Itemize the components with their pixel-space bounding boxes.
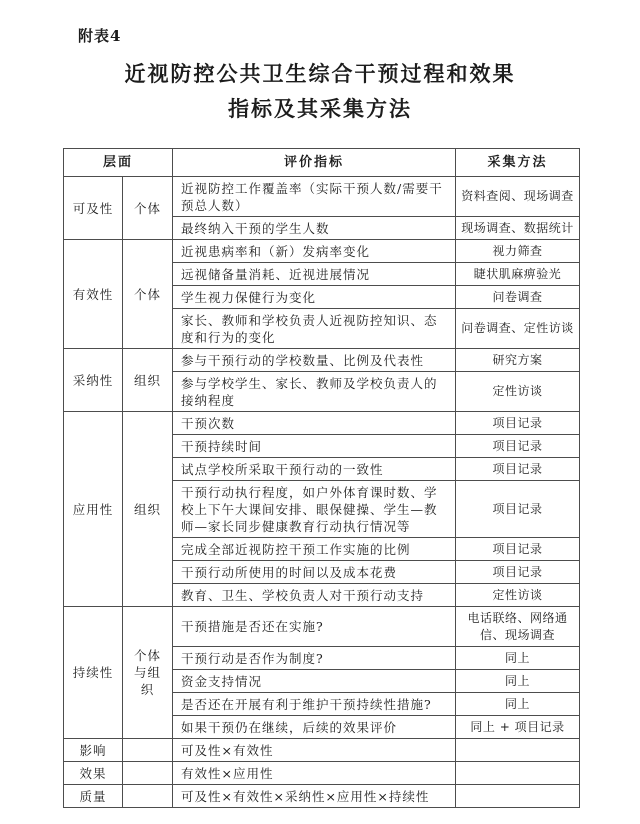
method-cell: 同上 + 项目记录 xyxy=(456,716,580,739)
sublevel-cell: 个体 xyxy=(123,177,173,240)
method-cell: 定性访谈 xyxy=(456,372,580,412)
indicator-cell: 试点学校所采取干预行动的一致性 xyxy=(173,458,456,481)
method-cell: 同上 xyxy=(456,647,580,670)
method-cell: 定性访谈 xyxy=(456,584,580,607)
sublevel-cell xyxy=(123,785,173,808)
table-header-row xyxy=(64,149,580,177)
method-cell: 资料查阅、现场调查 xyxy=(456,177,580,217)
method-cell: 项目记录 xyxy=(456,412,580,435)
level-cell: 持续性 xyxy=(64,607,123,739)
method-cell xyxy=(456,762,580,785)
indicator-cell: 完成全部近视防控干预工作实施的比例 xyxy=(173,538,456,561)
indicator-cell: 有效性×应用性 xyxy=(173,762,456,785)
sublevel-cell: 组织 xyxy=(123,412,173,607)
indicator-cell: 家长、教师和学校负责人近视防控知识、态度和行为的变化 xyxy=(173,309,456,349)
level-cell: 质量 xyxy=(64,785,123,808)
method-cell: 项目记录 xyxy=(456,458,580,481)
level-cell: 效果 xyxy=(64,762,123,785)
indicator-cell: 远视储备量消耗、近视进展情况 xyxy=(173,263,456,286)
method-cell xyxy=(456,785,580,808)
indicator-cell: 干预次数 xyxy=(173,412,456,435)
indicator-cell: 最终纳入干预的学生人数 xyxy=(173,217,456,240)
method-cell: 同上 xyxy=(456,670,580,693)
table-row xyxy=(64,240,580,263)
method-cell: 电话联络、网络通信、现场调查 xyxy=(456,607,580,647)
indicator-cell: 资金支持情况 xyxy=(173,670,456,693)
page-title-line-2: 指标及其采集方法 xyxy=(228,96,412,121)
sublevel-cell xyxy=(123,762,173,785)
table-row xyxy=(64,762,580,785)
method-cell: 问卷调查、定性访谈 xyxy=(456,309,580,349)
method-cell: 项目记录 xyxy=(456,435,580,458)
method-cell: 视力筛查 xyxy=(456,240,580,263)
table-row xyxy=(64,177,580,217)
method-cell: 同上 xyxy=(456,693,580,716)
level-cell: 应用性 xyxy=(64,412,123,607)
indicator-table xyxy=(63,148,580,808)
indicator-cell: 近视患病率和（新）发病率变化 xyxy=(173,240,456,263)
method-cell: 现场调查、数据统计 xyxy=(456,217,580,240)
appendix-label: 附表4 xyxy=(78,27,122,45)
indicator-cell: 干预持续时间 xyxy=(173,435,456,458)
indicator-cell: 可及性×有效性×采纳性×应用性×持续性 xyxy=(173,785,456,808)
indicator-cell: 干预措施是否还在实施? xyxy=(173,607,456,647)
level-cell: 采纳性 xyxy=(64,349,123,412)
indicator-cell: 参与学校学生、家长、教师及学校负责人的接纳程度 xyxy=(173,372,456,412)
page-title xyxy=(0,56,640,126)
method-cell xyxy=(456,739,580,762)
sublevel-cell: 组织 xyxy=(123,349,173,412)
column-header-indicator: 评价指标 xyxy=(173,149,456,177)
indicator-cell: 参与干预行动的学校数量、比例及代表性 xyxy=(173,349,456,372)
indicator-cell: 如果干预仍在继续，后续的效果评价 xyxy=(173,716,456,739)
indicator-cell: 是否还在开展有利于维护干预持续性措施? xyxy=(173,693,456,716)
indicator-cell: 可及性×有效性 xyxy=(173,739,456,762)
table-row xyxy=(64,349,580,372)
level-cell: 有效性 xyxy=(64,240,123,349)
method-cell: 研究方案 xyxy=(456,349,580,372)
page-title-line-1: 近视防控公共卫生综合干预过程和效果 xyxy=(124,61,516,86)
indicator-cell: 干预行动是否作为制度? xyxy=(173,647,456,670)
method-cell: 项目记录 xyxy=(456,481,580,538)
method-cell: 项目记录 xyxy=(456,561,580,584)
sublevel-cell: 个体与组织 xyxy=(123,607,173,739)
table-row xyxy=(64,785,580,808)
table-row xyxy=(64,607,580,647)
indicator-cell: 教育、卫生、学校负责人对干预行动支持 xyxy=(173,584,456,607)
indicator-cell: 干预行动所使用的时间以及成本花费 xyxy=(173,561,456,584)
method-cell: 问卷调查 xyxy=(456,286,580,309)
indicator-cell: 干预行动执行程度，如户外体育课时数、学校上下午大课间安排、眼保健操、学生—教师—家长同步健康教育行动执行情况等 xyxy=(173,481,456,538)
indicator-cell: 学生视力保健行为变化 xyxy=(173,286,456,309)
method-cell: 睫状肌麻痹验光 xyxy=(456,263,580,286)
indicator-cell: 近视防控工作覆盖率（实际干预人数/需要干预总人数） xyxy=(173,177,456,217)
level-cell: 可及性 xyxy=(64,177,123,240)
column-header-level: 层面 xyxy=(64,149,173,177)
table-row xyxy=(64,412,580,435)
sublevel-cell xyxy=(123,739,173,762)
column-header-method: 采集方法 xyxy=(456,149,580,177)
method-cell: 项目记录 xyxy=(456,538,580,561)
table-row xyxy=(64,739,580,762)
sublevel-cell: 个体 xyxy=(123,240,173,349)
level-cell: 影响 xyxy=(64,739,123,762)
